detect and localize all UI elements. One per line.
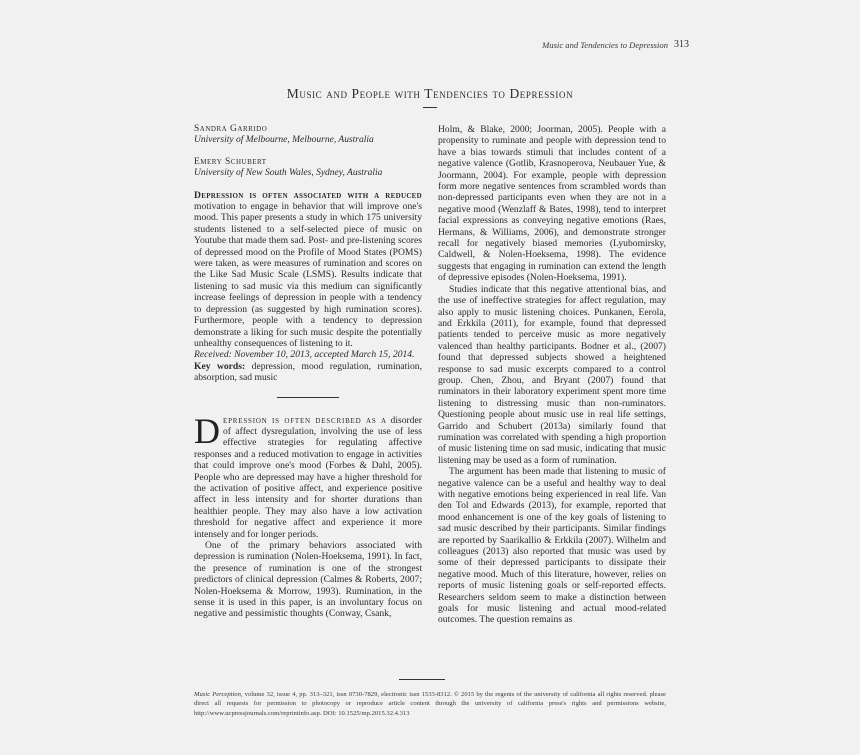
body-paragraph: Studies indicate that this negative attentional bias, and the use of ineffective strategies for affect regulation, may also apply to music listening choices. Punkanen, Eerola, and Erkkila (2011), for example, found that depressed patients tended to perceive music as more negatively valenced than healthy participants. Bodner et al., (2007) found that depressed subjects showed a heightened response to sad music excerpts compared to a control group. Chen, Zhou, and Bryant (2007) found that ruminators in their laboratory experiment spent more time listening to distressing music than non-ruminators. Questioning people about music use in real life settings, Garrido and Schubert (2013a) similarly found that rumination was correlated with spending a high proportion of music listening time on sad music, indicating that music listening may be used as a form of rumination. xyxy=(438,283,666,466)
author-name: Emery Schubert xyxy=(194,156,267,167)
intro-lead: epression is often described as a xyxy=(223,414,387,426)
abstract-text: motivation to engage in behavior that will improve one's mood. This paper presents a study in which 175 university students listened to a self-selected piece of music on Youtube that made them sad. Post- and pre-listening scores of depressed mood on the Profile of Mood States (POMS) were taken, as were measures of rumination and scores on the Like Sad Music Scale (LSMS). Results indicate that listening to sad music via this medium can significantly increase feelings of depression in people with a tendency to depression (as suggested by high rumination scores). Furthermore, people with a tendency to depression demonstrate a liking for such music despite the potentially unhealthy consequences of listening to it. xyxy=(194,201,422,349)
author-block xyxy=(194,157,422,180)
intro-paragraph xyxy=(194,410,422,540)
title-divider xyxy=(423,107,437,108)
journal-name: Music Perception, xyxy=(194,691,243,698)
keywords-label: Key words: xyxy=(194,360,246,372)
author-name: Sandra Garrido xyxy=(194,124,268,134)
keywords-text: depression, mood regulation, rumination, absorption, sad music xyxy=(194,360,422,384)
section-divider xyxy=(277,397,339,398)
intro-text: disorder of affect dysregulation, involving the use of less effective strategies for regulating affective responses and a reduced motivation to engage in activities that could improve one's mood (Forbes & Dahl, 2005). People who are depressed may have a higher threshold for the activation of positive affect, and experience positive affect in less intensity and for shorter durations than healthier people. They may also have a low activation threshold for negative affect and experience it more intensely and for longer periods. xyxy=(194,414,422,540)
right-column xyxy=(438,124,666,626)
drop-cap: D xyxy=(194,410,220,451)
author-affiliation: University of New South Wales, Sydney, Australia xyxy=(194,168,383,179)
introduction xyxy=(194,410,422,620)
body-paragraph: The argument has been made that listening to music of negative valence can be a useful and healthy way to deal with negative emotions being experienced in real life. Van den Tol and Edwards (2013), for example, reported that mood enhancement is one of the key goals of listening to sad music described by their participants. Similar findings are reported by Saarikallio & Erkkila (2007). Wilhelm and colleagues (2013) also reported that music was used by some of their depressed participants to dissipate their negative mood. Much of this literature, however, relies on reports of music listening goals or self-reported effects. Researchers seldom seem to make a distinction between goals for music listening and actual mood-related outcomes. The question remains as xyxy=(438,466,666,626)
abstract-lead: Depression is often associated with a reduced xyxy=(194,189,422,201)
abstract xyxy=(194,190,422,350)
received-dates: Received: November 10, 2013, accepted March 15, 2014. xyxy=(194,349,415,361)
author-block xyxy=(194,124,422,147)
body-paragraph: Holm, & Blake, 2000; Joorman, 2005). People with a propensity to ruminate and people with depression tend to have a bias towards stimuli that includes content of a negative valence (Gotlib, Krasnoperova, Neubauer Yue, & Joormann, 2004). For example, people with depression form more negative sentences from scrambled words than non-depressed participants even when they are not in a negative mood (Wenzlaff & Bates, 1998), tend to interpret facial expressions as conveying negative emotions (Raes, Hermans, & Williams, 2006), and demonstrate stronger recall for negatively biased memories (Lyubomirsky, Caldwell, & Nolen-Hoeksema, 1998). The evidence suggests that engaging in rumination can extend the length of depressive episodes (Nolen-Hoeksema, 1991). xyxy=(438,124,666,284)
author-affiliation: University of Melbourne, Melbourne, Australia xyxy=(194,135,374,146)
intro-paragraph-2: One of the primary behaviors associated with depression is rumination (Nolen-Hoeksema, 1991). In fact, the presence of rumination is one of the strongest predictors of clinical depression (Calmes & Roberts, 2007; Nolen-Hoeksema & Morrow, 1993). Rumination, in the sense it is used in this paper, is an involuntary focus on negative and pessimistic thoughts (Conway, Csank, xyxy=(194,540,422,620)
left-column xyxy=(194,124,422,620)
running-head: Music and Tendencies to Depression xyxy=(542,40,668,50)
footer-text: volume 32, issue 4, pp. 313–321, issn 0730-7829, electronic issn 1533-8312. © 2015 by the regents of the university of california all rights reserved. please direct all requests for permission to photocopy or reproduce article content through the university of california press's rights and permissions website, http://www.ucpressjournals.com/reprintinfo.asp. DOI: 10.1525/mp.2015.32.4.313 xyxy=(194,691,666,717)
keywords xyxy=(194,361,422,384)
footer-note xyxy=(194,690,666,718)
article-title: Music and People with Tendencies to Depression xyxy=(286,86,574,101)
page-number: 313 xyxy=(674,39,689,50)
footer-divider xyxy=(399,679,445,680)
